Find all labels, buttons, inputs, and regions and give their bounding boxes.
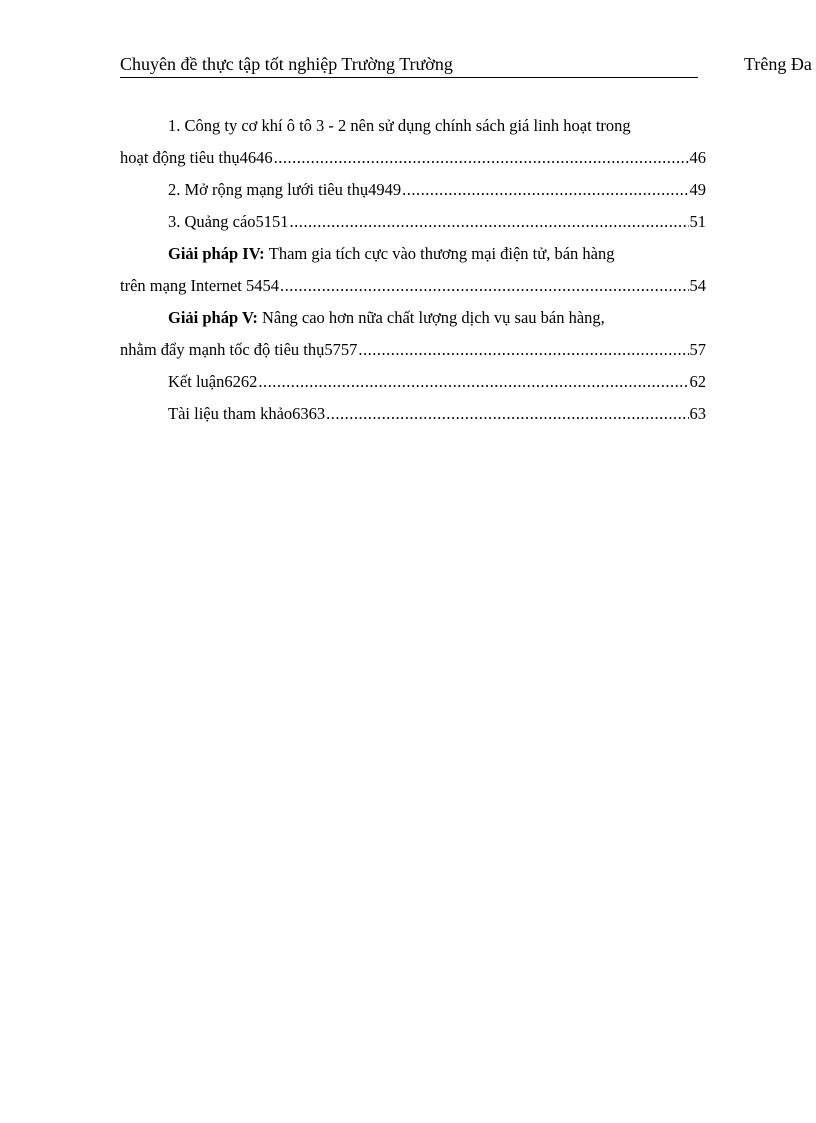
toc-entry: [120, 110, 706, 174]
toc-entry-line: [120, 302, 706, 334]
toc-entry-line: [120, 142, 706, 174]
header-title: Chuyên đề thực tập tốt nghiệp Trường Trường: [120, 54, 453, 74]
toc-page-number: 46: [689, 148, 706, 167]
toc-entry-text: Tham gia tích cực vào thương mại điện tử, bán hàng: [268, 244, 615, 263]
table-of-contents: [120, 110, 706, 430]
toc-entry-text: hoạt động tiêu thụ4646: [120, 148, 273, 167]
dot-leader: [274, 142, 689, 174]
toc-entry-text: nhằm đẩy mạnh tốc độ tiêu thụ5757: [120, 340, 358, 359]
header-right-text: Trêng Đa: [744, 54, 812, 74]
toc-page-number: 49: [689, 180, 706, 199]
toc-entry: [120, 174, 706, 206]
toc-entry-text: 3. Quảng cáo5151: [168, 212, 289, 231]
toc-entry-text: 2. Mở rộng mạng lưới tiêu thụ4949: [168, 180, 402, 199]
toc-entry: [120, 238, 706, 302]
solution-label: Giải pháp V:: [168, 308, 258, 327]
page-header: [120, 52, 698, 78]
toc-entry-line: [120, 270, 706, 302]
toc-entry-line: [120, 238, 706, 270]
toc-page-number: 62: [689, 372, 706, 391]
toc-entry: [120, 302, 706, 366]
dot-leader: [280, 270, 689, 302]
toc-page-number: 54: [689, 276, 706, 295]
dot-leader: [258, 366, 688, 398]
toc-entry-line: [120, 206, 706, 238]
toc-entry-line: [120, 110, 706, 142]
toc-entry-line: [120, 398, 706, 430]
toc-page-number: 57: [689, 340, 706, 359]
toc-entry-text: Tài liệu tham khảo6363: [168, 404, 326, 423]
dot-leader: [326, 398, 688, 430]
toc-entry-line: [120, 174, 706, 206]
toc-entry-text: Nâng cao hơn nữa chất lượng dịch vụ sau bán hàng,: [262, 308, 605, 327]
toc-entry: [120, 366, 706, 398]
toc-entry: [120, 206, 706, 238]
toc-entry: [120, 398, 706, 430]
toc-entry-text: trên mạng Internet 5454: [120, 276, 279, 295]
dot-leader: [290, 206, 689, 238]
toc-entry-line: [120, 366, 706, 398]
toc-entry-text: 1. Công ty cơ khí ô tô 3 - 2 nên sử dụng chính sách giá linh hoạt trong: [168, 116, 631, 135]
dot-leader: [358, 334, 688, 366]
solution-label: Giải pháp IV:: [168, 244, 265, 263]
toc-entry-line: [120, 334, 706, 366]
dot-leader: [402, 174, 688, 206]
toc-page-number: 63: [689, 404, 706, 423]
toc-entry-text: Kết luận6262: [168, 372, 258, 391]
toc-page-number: 51: [689, 212, 706, 231]
